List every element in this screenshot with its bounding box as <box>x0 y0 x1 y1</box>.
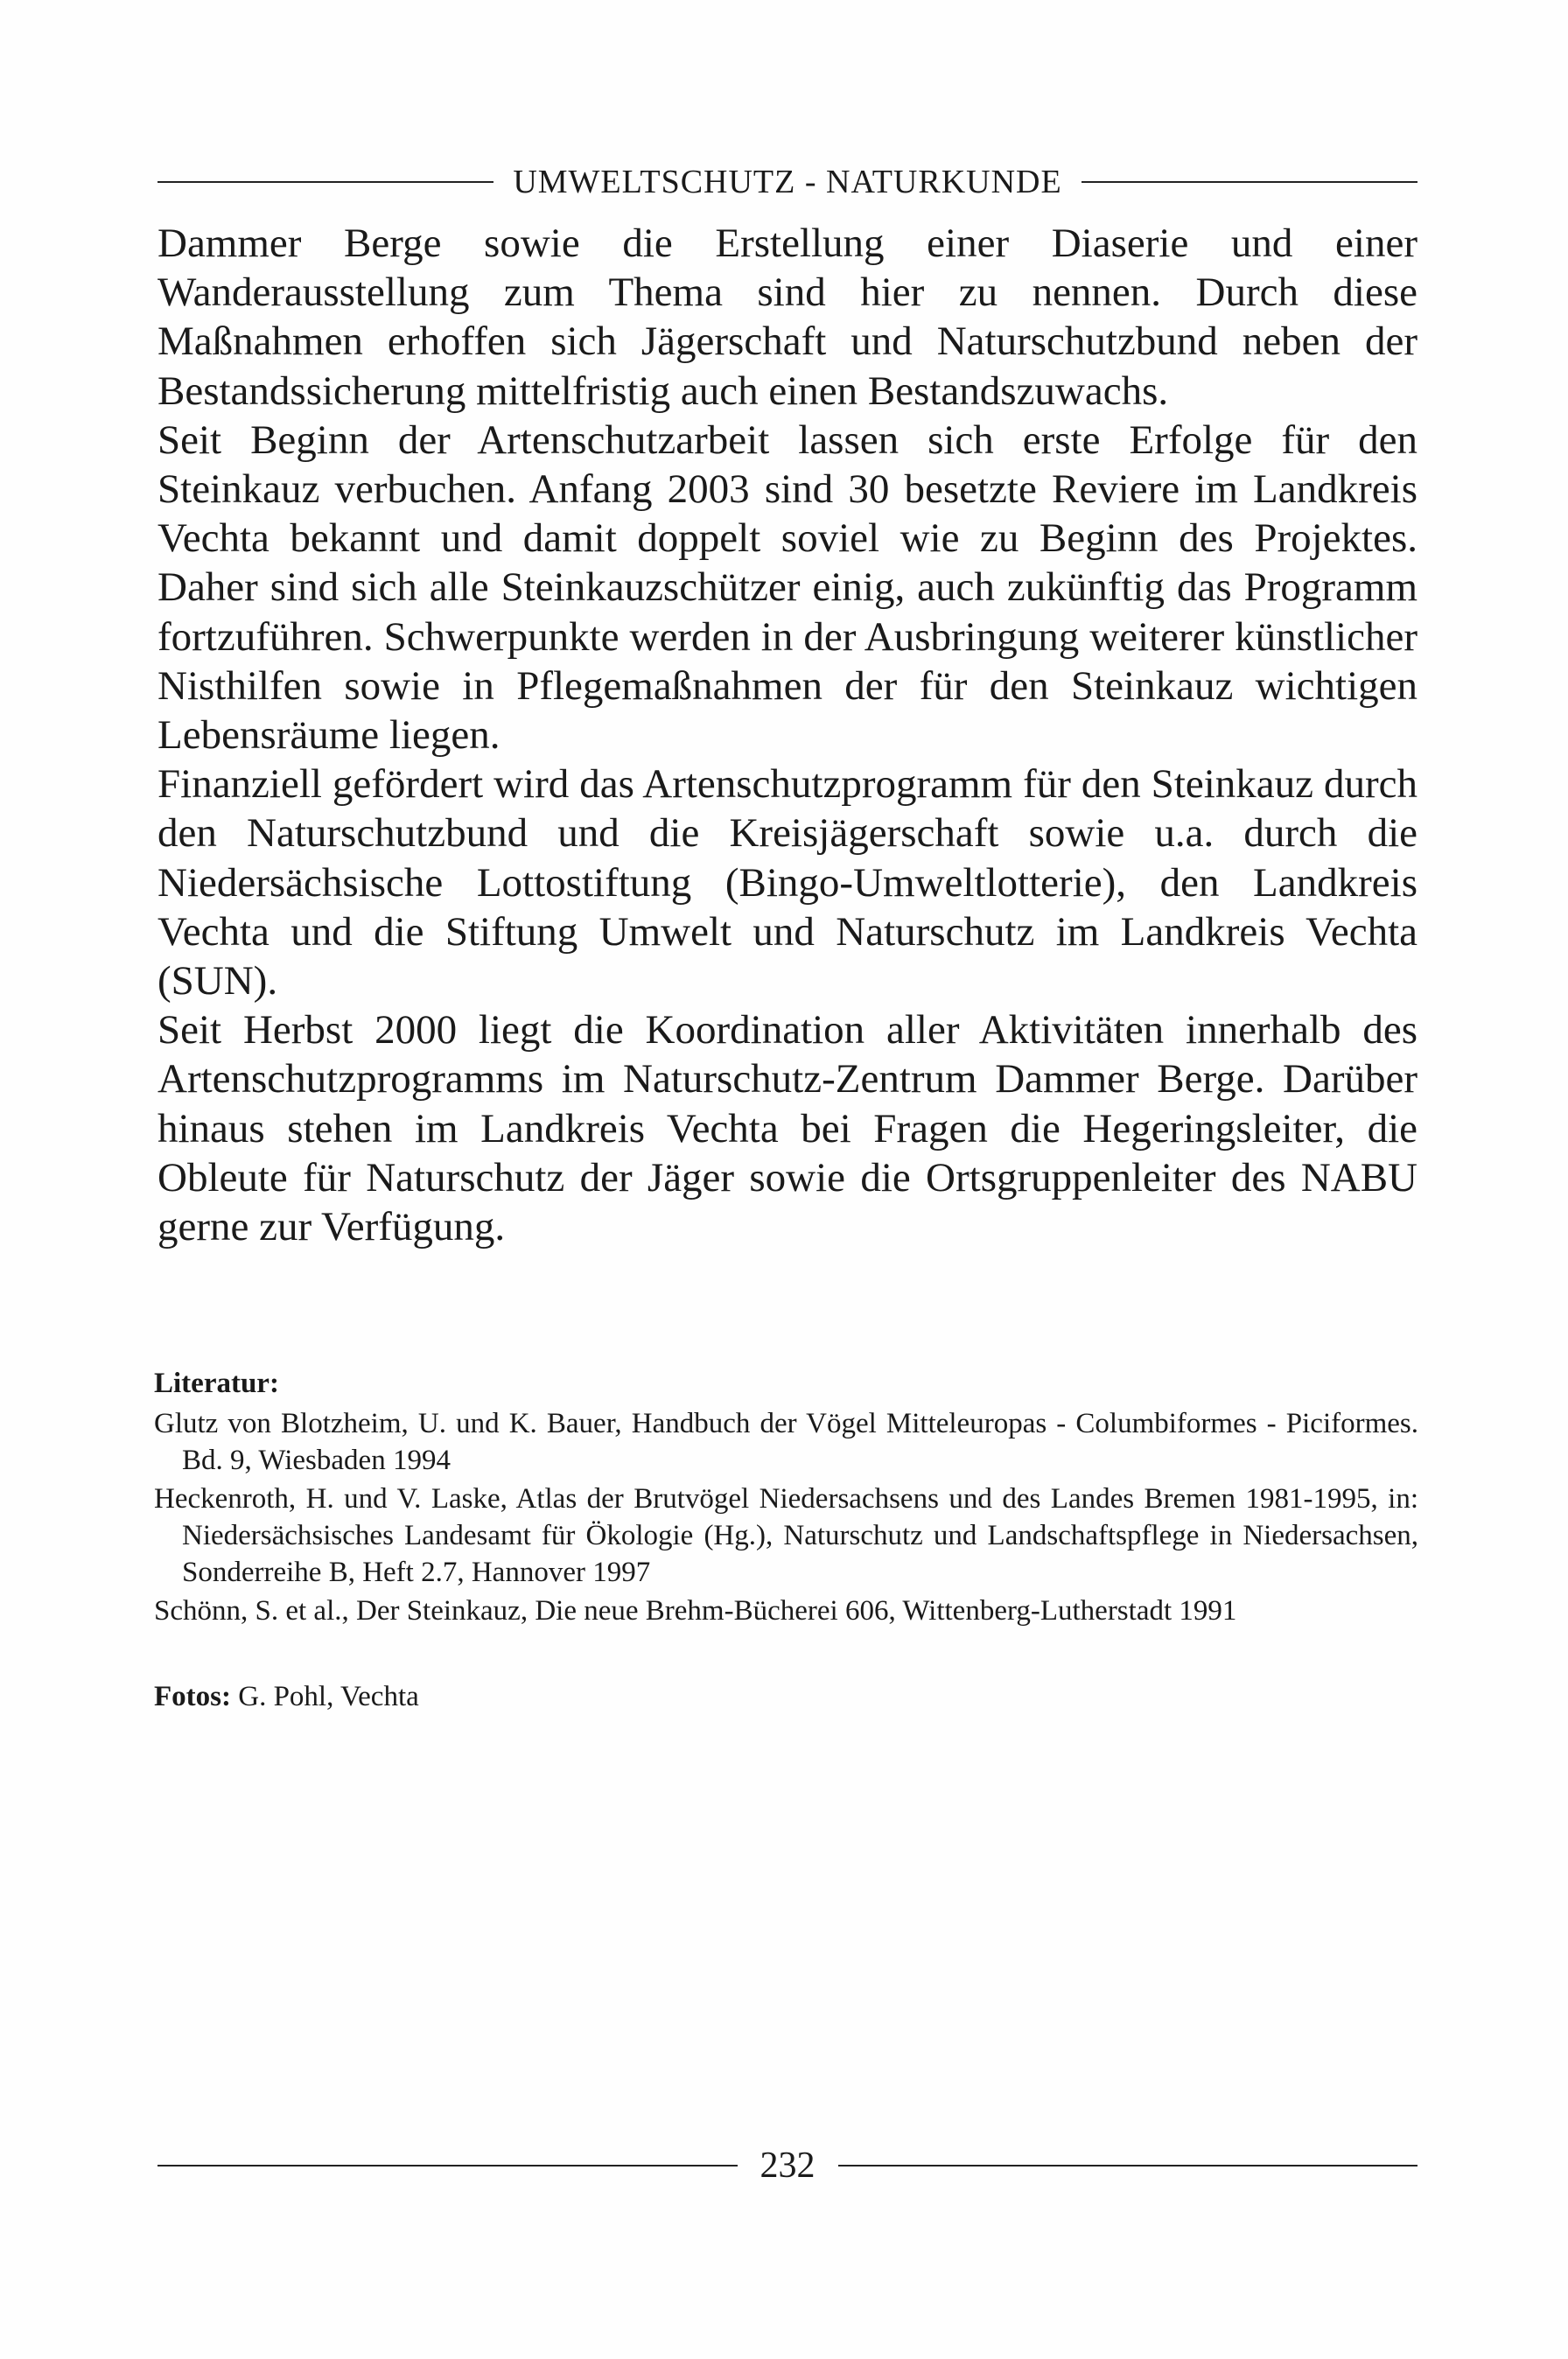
header-rule-left <box>158 181 494 183</box>
footer-rule-left <box>158 2165 738 2166</box>
literature-section <box>154 1365 1418 1631</box>
photo-credit <box>154 1678 419 1715</box>
footer-rule-right <box>838 2165 1418 2166</box>
body-paragraph: Finanziell gefördert wird das Artenschutzprogramm für den Steinkauz durch den Naturschutzbund und die Kreisjägerschaft sowie u.a. durch die Niedersächsische Lottostiftung (Bingo-Umweltlotterie), den Landkreis Vechta und die Stiftung Umwelt und Naturschutz im Landkreis Vechta (SUN). <box>158 761 1418 1004</box>
body-text <box>158 219 1418 1251</box>
header-rule-right <box>1082 181 1418 183</box>
body-paragraph: Seit Beginn der Artenschutzarbeit lassen sich erste Erfolge für den Steinkauz verbuchen. Anfang 2003 sind 30 besetzte Reviere im Landkreis Vechta bekannt und damit doppelt soviel wie zu Beginn des Projektes. Daher sind sich alle Steinkauzschützer einig, auch zukünftig das Programm fortzuführen. Schwerpunkte werden in der Ausbringung weiterer künstlicher Nisthilfen sowie in Pflegemaßnahmen der für den Steinkauz wichtigen Lebensräume liegen. <box>158 416 1418 759</box>
literature-entry: Heckenroth, H. und V. Laske, Atlas der Brutvögel Niedersachsens und des Landes Bremen 1981-1995, in: Niedersächsisches Landesamt für Ökologie (Hg.), Naturschutz und Landschaftspflege in Niedersachsen, Sonderreihe B, Heft 2.7, Hannover 1997 <box>154 1483 1418 1588</box>
page-footer <box>158 2135 1418 2196</box>
literature-heading: Literatur: <box>154 1368 279 1399</box>
body-paragraph: Seit Herbst 2000 liegt die Koordination aller Aktivitäten innerhalb des Artenschutzprogramms im Naturschutz-Zentrum Dammer Berge. Darüber hinaus stehen im Landkreis Vechta bei Fragen die Hegeringsleiter, die Obleute für Naturschutz der Jäger sowie die Ortsgruppenleiter des NABU gerne zur Verfügung. <box>158 1007 1418 1250</box>
running-header <box>158 156 1418 208</box>
literature-entry: Schönn, S. et al., Der Steinkauz, Die neue Brehm-Bücherei 606, Wittenberg-Lutherstadt 1991 <box>154 1595 1237 1627</box>
photo-credit-label: Fotos: <box>154 1681 231 1712</box>
running-header-title: UMWELTSCHUTZ - NATURKUNDE <box>513 164 1062 200</box>
photo-credit-name: G. Pohl, Vechta <box>238 1681 419 1712</box>
body-paragraph: Dammer Berge sowie die Erstellung einer Diaserie und einer Wanderausstellung zum Thema sind hier zu nennen. Durch diese Maßnahmen erhoffen sich Jägerschaft und Naturschutzbund neben der Bestandssicherung mittelfristig auch einen Bestandszuwachs. <box>158 220 1418 414</box>
page-number: 232 <box>760 2146 816 2186</box>
literature-entry: Glutz von Blotzheim, U. und K. Bauer, Handbuch der Vögel Mitteleuropas - Columbiformes - Piciformes. Bd. 9, Wiesbaden 1994 <box>154 1408 1418 1476</box>
